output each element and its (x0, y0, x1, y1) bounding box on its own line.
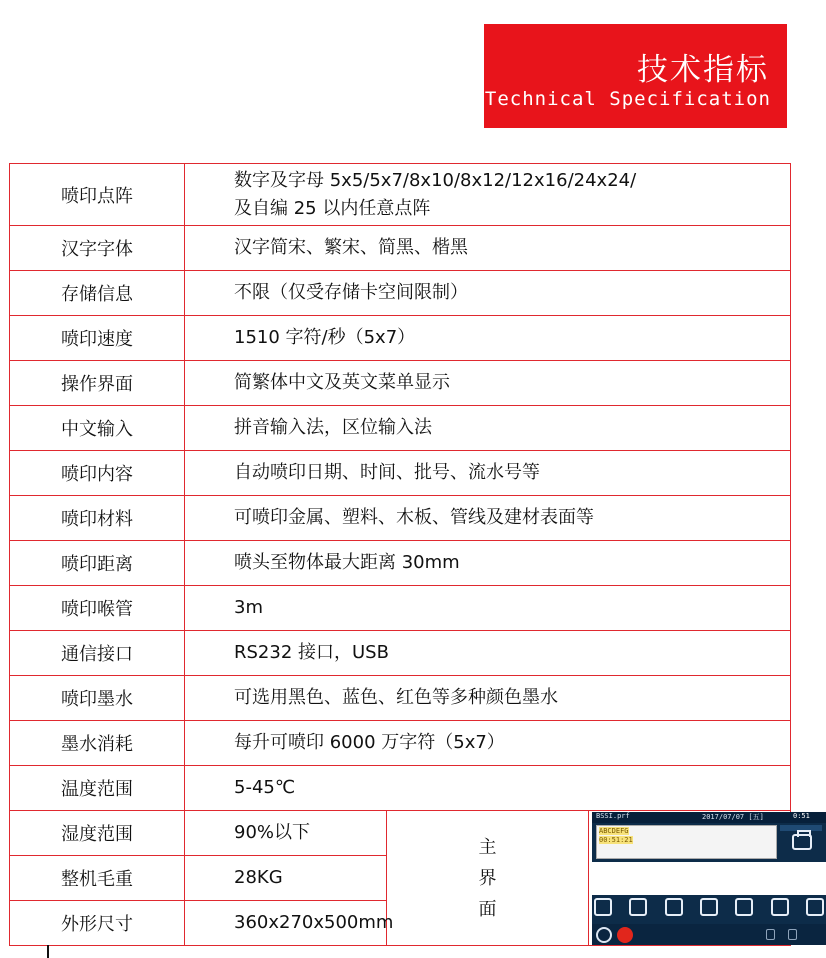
clock-icon (806, 898, 824, 916)
spec-label: 湿度范围 (10, 811, 185, 856)
spec-label: 汉字字体 (10, 226, 185, 271)
spec-label: 通信接口 (10, 631, 185, 676)
spec-value-line: 数字及字母 5x5/5x7/8x10/8x12/12x16/24x24/ (234, 169, 637, 191)
spec-label: 喷印材料 (10, 496, 185, 541)
table-row (10, 496, 791, 541)
edit-icon (594, 898, 612, 916)
spec-value: 可选用黑色、蓝色、红色等多种颜色墨水 (185, 676, 791, 721)
main-screen-label-char: 主 (478, 836, 497, 858)
table-row (10, 721, 791, 766)
spec-value: 简繁体中文及英文菜单显示 (185, 361, 791, 406)
spec-value: 喷头至物体最大距离 30mm (185, 541, 791, 586)
spec-value: 每升可喷印 6000 万字符（5x7） (185, 721, 791, 766)
main-screen-label (387, 811, 589, 946)
screen-file-name: BSSI.prf (596, 811, 630, 820)
spec-label: 喷印喉管 (10, 586, 185, 631)
header-subtitle: Technical Specification (484, 88, 771, 110)
spec-label: 整机毛重 (10, 856, 185, 901)
spec-value: 5-45℃ (185, 766, 791, 811)
table-row (10, 811, 791, 856)
screen-date: 2017/07/07 [五] (702, 812, 764, 821)
spec-value: 90%以下 (185, 811, 387, 856)
spec-label: 喷印速度 (10, 316, 185, 361)
alert-icon (617, 927, 633, 943)
spec-label: 操作界面 (10, 361, 185, 406)
screen-time: 0:51 (793, 811, 810, 820)
screen-bottom-bar (592, 924, 826, 945)
table-row (10, 361, 791, 406)
spec-label: 外形尺寸 (10, 901, 185, 946)
main-screen-label-char: 界 (478, 867, 497, 889)
spec-table (9, 163, 810, 946)
main-screen-cell (589, 811, 810, 946)
filter-icon (596, 927, 612, 943)
table-row (10, 271, 791, 316)
spec-value: 自动喷印日期、时间、批号、流水号等 (185, 451, 791, 496)
spec-value: 1510 字符/秒（5x7） (185, 316, 791, 361)
table-row (10, 766, 791, 811)
main-screen-label-char: 面 (478, 898, 497, 920)
document-icon (629, 898, 647, 916)
screen-line-1: ABCDEFG (599, 826, 629, 835)
spec-value: RS232 接口，USB (185, 631, 791, 676)
header-title: 技术指标 (637, 52, 769, 88)
table-row (10, 631, 791, 676)
spec-value-line: 及自编 25 以内任意点阵 (234, 197, 431, 219)
table-row (10, 164, 791, 226)
lock-icon (788, 929, 797, 940)
spec-label: 中文输入 (10, 406, 185, 451)
screen-line-2: 00:51:21 (599, 835, 633, 844)
spec-label: 喷印距离 (10, 541, 185, 586)
book-icon (771, 898, 789, 916)
table-row (10, 316, 791, 361)
spec-label: 温度范围 (10, 766, 185, 811)
screen-edit-area (596, 825, 777, 859)
spec-label: 喷印墨水 (10, 676, 185, 721)
spec-label: 存储信息 (10, 271, 185, 316)
spec-label: 喷印内容 (10, 451, 185, 496)
spec-value: 不限（仅受存储卡空间限制） (185, 271, 791, 316)
printer-icon (792, 834, 812, 850)
spec-value: 汉字简宋、繁宋、简黑、楷黑 (185, 226, 791, 271)
table-row (10, 451, 791, 496)
screen-side-panel (780, 825, 822, 859)
table-row (10, 676, 791, 721)
spec-value: 360x270x500mm (185, 901, 387, 946)
main-screen-image (592, 812, 826, 945)
table-row (10, 226, 791, 271)
page-edge-mark (47, 945, 49, 958)
screen-white-area (592, 862, 826, 895)
header-banner (484, 24, 787, 128)
table-row (10, 586, 791, 631)
table-row (10, 541, 791, 586)
table-row (10, 406, 791, 451)
lock-icon (766, 929, 775, 940)
spec-label: 喷印点阵 (10, 164, 185, 226)
spec-value: 可喷印金属、塑料、木板、管线及建材表面等 (185, 496, 791, 541)
spec-value (185, 164, 791, 226)
spec-value: 3m (185, 586, 791, 631)
printer-settings-icon (665, 898, 683, 916)
spec-label: 墨水消耗 (10, 721, 185, 766)
gear-icon (700, 898, 718, 916)
screen-icon-row (594, 898, 824, 922)
monitor-icon (735, 898, 753, 916)
spec-value: 拼音输入法，区位输入法 (185, 406, 791, 451)
spec-value: 28KG (185, 856, 387, 901)
